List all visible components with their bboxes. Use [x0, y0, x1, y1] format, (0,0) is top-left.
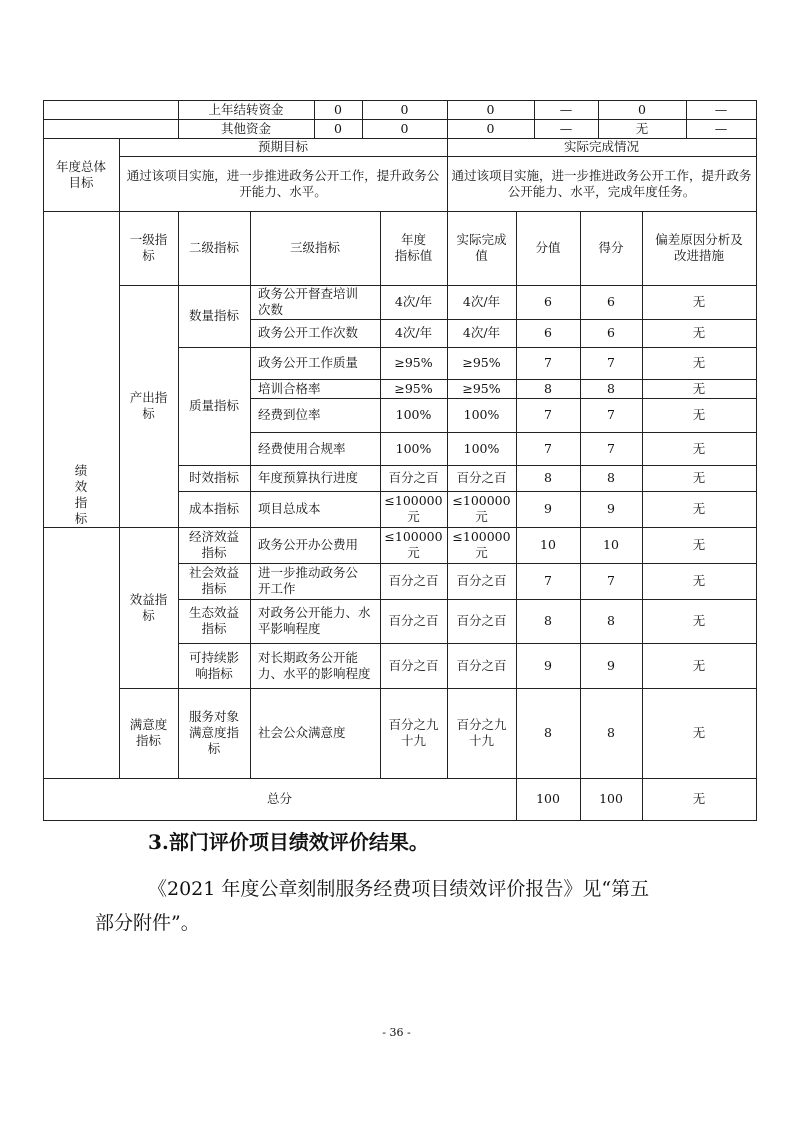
funds-cell: 无 [635, 120, 649, 136]
target-value: 百分之百 [388, 573, 439, 588]
score-value: 6 [544, 325, 552, 340]
actual-value: ≤100000 元 [452, 493, 511, 524]
target-value: 4次/年 [394, 325, 433, 340]
indicator-name: 经费使用合规率 [258, 440, 346, 456]
indicator-name: 政务公开办公费用 [258, 537, 359, 552]
score: 7 [607, 355, 615, 370]
score: 6 [607, 294, 615, 309]
section-heading: 3.部门评价项目绩效评价结果。 [148, 830, 429, 854]
expected-header: 预期目标 [257, 139, 308, 154]
column-header: 三级指标 [289, 240, 340, 255]
note: 无 [692, 470, 706, 485]
score-value: 10 [540, 537, 556, 552]
note: 无 [692, 537, 706, 552]
note: 无 [692, 440, 706, 456]
target-value: ≥95% [394, 355, 433, 370]
level1-satisfaction: 满意度 指标 [129, 717, 168, 748]
funds-cell: 0 [638, 101, 646, 117]
score-value: 7 [544, 440, 552, 456]
target-value: 百分之百 [388, 470, 439, 485]
column-header: 得分 [598, 240, 624, 255]
indicator-name: 对长期政务公开能 力、水平的影响程度 [258, 649, 371, 681]
note: 无 [692, 325, 706, 340]
note: 无 [692, 501, 706, 516]
score: 7 [607, 440, 615, 456]
score-value: 9 [544, 657, 552, 673]
column-header: 实际完成 值 [456, 232, 507, 263]
indicator-name: 项目总成本 [258, 501, 321, 516]
column-header: 二级指标 [188, 240, 239, 255]
note: 无 [692, 613, 706, 628]
actual-value: 100% [463, 407, 500, 422]
indicator-name: 政务公开工作质量 [258, 355, 359, 370]
perf-label: 绩 效 指 标 [74, 462, 88, 526]
column-header: 一级指 标 [129, 232, 168, 263]
level2-label: 可持续影 响指标 [188, 649, 239, 681]
paragraph-line2: 部分附件”。 [95, 912, 200, 934]
target-value: 4次/年 [394, 294, 433, 309]
actual-value: 百分之百 [456, 470, 507, 485]
score: 8 [607, 725, 615, 740]
note: 无 [692, 657, 706, 673]
indicator-name: 政务公开督查培训 次数 [258, 286, 359, 317]
actual-value: ≥95% [462, 380, 501, 396]
score-value: 9 [544, 501, 552, 516]
indicator-name: 进一步推动政务公 开工作 [258, 565, 359, 596]
funds-cell: 0 [400, 120, 409, 136]
note: 无 [692, 725, 706, 740]
score: 7 [607, 407, 615, 422]
score: 8 [607, 613, 615, 628]
score-value: 8 [544, 725, 552, 740]
level2-label: 经济效益 指标 [188, 529, 239, 560]
note: 无 [692, 380, 706, 396]
score-value: 7 [544, 573, 552, 588]
target-value: ≥95% [394, 380, 433, 396]
target-value: 100% [395, 440, 432, 456]
expected-text: 通过该项目实施，进一步推进政务公开工作，提升政务公开能力、水平。 [126, 167, 440, 199]
target-value: ≤100000 元 [384, 529, 443, 560]
actual-header: 实际完成情况 [563, 139, 639, 154]
actual-value: 百分之百 [456, 657, 507, 673]
funds-cell: 0 [334, 101, 342, 117]
note: 无 [692, 573, 706, 588]
score: 9 [607, 501, 615, 516]
funds-cell: 0 [400, 101, 409, 117]
score-value: 8 [544, 613, 552, 628]
actual-value: 百分之九 十九 [456, 717, 507, 748]
funds-cell: 0 [486, 101, 495, 117]
indicator-name: 对政务公开能力、水 平影响程度 [258, 605, 371, 636]
total-label: 总分 [266, 791, 292, 806]
score: 8 [607, 470, 615, 485]
column-header: 分值 [535, 240, 561, 255]
score: 7 [607, 573, 615, 588]
actual-value: 4次/年 [462, 294, 501, 309]
indicator-name: 经费到位率 [258, 407, 321, 422]
score-value: 8 [544, 380, 552, 396]
score-value: 7 [544, 355, 552, 370]
page-number: - 36 - [382, 1026, 411, 1039]
score: 9 [607, 657, 615, 673]
target-value: ≤100000 元 [384, 493, 443, 524]
level2-label: 社会效益 指标 [188, 565, 239, 596]
column-header: 年度 指标值 [394, 232, 433, 263]
actual-text: 通过该项目实施，进一步推进政务公开工作，提升政务公开能力、水平，完成年度任务。 [451, 167, 752, 199]
level2-label: 成本指标 [188, 501, 239, 516]
note: 无 [692, 294, 706, 309]
actual-value: 4次/年 [462, 325, 501, 340]
level2-label: 服务对象 满意度指 标 [188, 709, 239, 756]
score: 10 [603, 537, 619, 552]
table-rule [43, 820, 757, 821]
paragraph-line1: 《2021 年度公章刻制服务经费项目绩效评价报告》见“第五 [148, 878, 650, 900]
target-value: 百分之百 [388, 613, 439, 628]
goal-label: 年度总体 目标 [55, 158, 106, 190]
actual-value: 100% [463, 440, 500, 456]
actual-value: ≥95% [462, 355, 501, 370]
score: 6 [607, 325, 615, 340]
total-score-value: 100 [536, 791, 560, 806]
funds-cell: — [714, 101, 728, 117]
table-rule [756, 138, 757, 212]
level2-label: 时效指标 [188, 470, 239, 485]
total-score: 100 [599, 791, 623, 806]
indicator-name: 培训合格率 [258, 380, 321, 396]
table-rule [756, 211, 757, 821]
score-value: 7 [544, 407, 552, 422]
column-header: 偏差原因分析及 改进措施 [655, 232, 743, 263]
actual-value: ≤100000 元 [452, 529, 511, 560]
funds-cell: 0 [334, 120, 342, 136]
score: 8 [607, 380, 615, 396]
total-note: 无 [692, 791, 706, 806]
funds-cell: 其他资金 [220, 120, 271, 136]
level1-output: 产出指 标 [129, 390, 168, 421]
note: 无 [692, 407, 706, 422]
indicator-name: 年度预算执行进度 [258, 470, 359, 485]
indicator-name: 政务公开工作次数 [258, 325, 359, 340]
table-rule [756, 100, 757, 139]
table-rule [43, 100, 44, 139]
funds-cell: — [559, 101, 573, 117]
level1-benefit: 效益指 标 [129, 591, 168, 623]
level2-label: 生态效益 指标 [188, 605, 239, 636]
actual-value: 百分之百 [456, 613, 507, 628]
target-value: 百分之百 [388, 657, 439, 673]
target-value: 100% [395, 407, 432, 422]
indicator-name: 社会公众满意度 [258, 725, 346, 740]
level2-label: 质量指标 [188, 398, 239, 413]
score-value: 6 [544, 294, 552, 309]
level2-label: 数量指标 [188, 308, 239, 323]
actual-value: 百分之百 [456, 573, 507, 588]
funds-cell: 上年结转资金 [208, 101, 284, 117]
funds-cell: — [714, 120, 728, 136]
target-value: 百分之九 十九 [388, 717, 439, 748]
note: 无 [692, 355, 706, 370]
funds-cell: — [559, 120, 573, 136]
score-value: 8 [544, 470, 552, 485]
funds-cell: 0 [486, 120, 495, 136]
